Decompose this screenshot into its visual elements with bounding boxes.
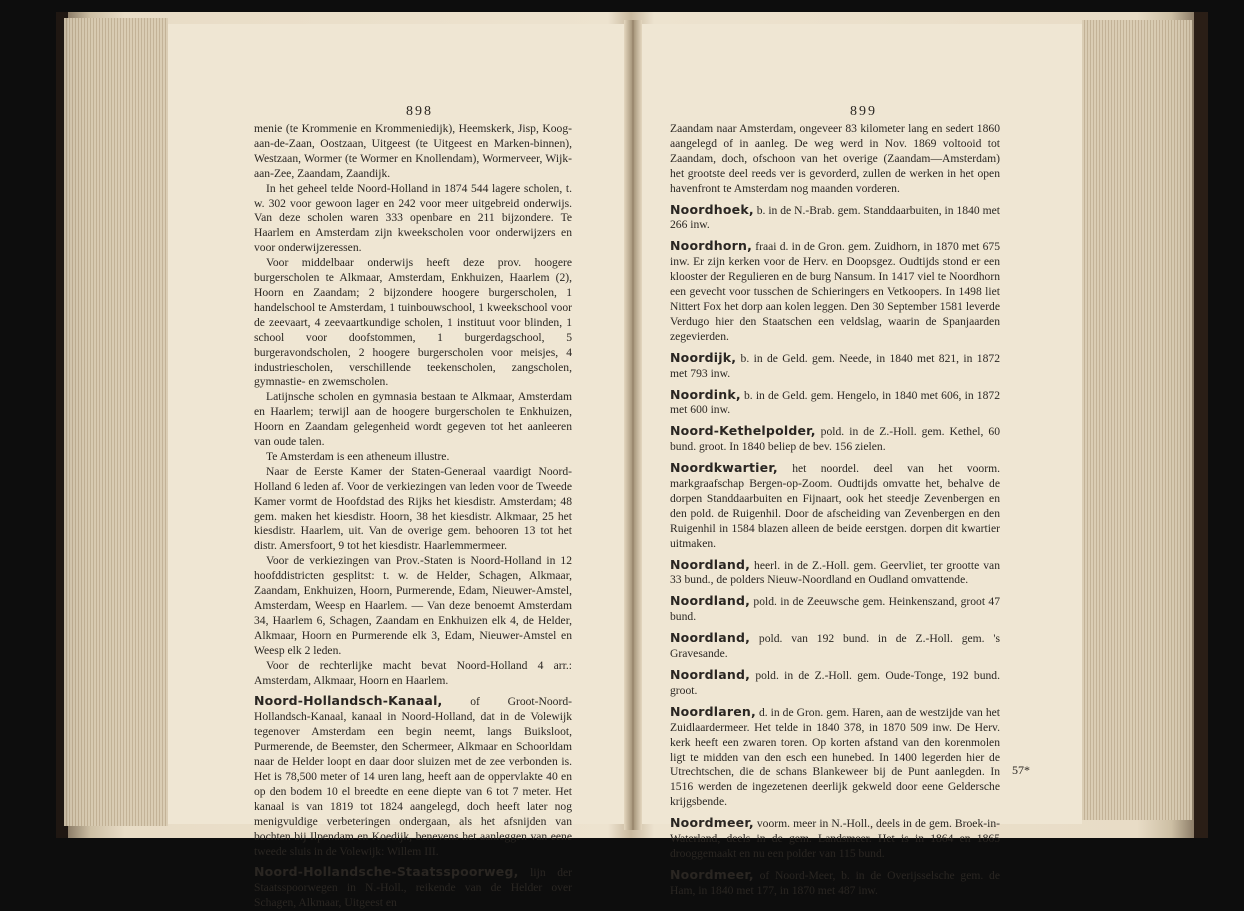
entry-headword: Noordhorn, <box>670 238 753 254</box>
entry-headword: Noordhoek, <box>670 201 754 217</box>
entry-headword: Noordink, <box>670 386 741 402</box>
entry-text: of Noord-Meer, b. in de Overijsselsche gem. de Ham, in 1840 met 177, in 1870 met 487 inw. <box>670 868 1000 897</box>
paragraph: In het geheel telde Noord-Holland in 1874 544 lagere scholen, t. w. 302 voor gewoon lager en 242 voor meer uitgebreid onderwijs. Van deze scholen waren 333 openbare en 211 bijzondere. Te Haarlem en Amsterdam zijn kweekscholen voor onderwijzers en voor onderwijzeressen. <box>254 181 572 255</box>
page-number: 899 <box>850 104 877 119</box>
entry-text: pold. in de Zeeuwsche gem. Heinkenszand, groot 47 bund. <box>670 595 1000 624</box>
paragraph: Te Amsterdam is een atheneum illustre. <box>266 449 450 463</box>
entry-headword: Noordmeer, <box>670 866 754 882</box>
entry-headword: Noord-Kethelpolder, <box>670 423 816 439</box>
entry-text: pold. in de Z.-Holl. gem. Kethel, 60 bund. groot. In 1840 beliep de bev. 156 zielen. <box>670 425 1000 454</box>
entry-headword: Noordland, <box>670 556 751 572</box>
dictionary-entry <box>670 868 1000 899</box>
entry-headword: Noordland, <box>670 593 751 609</box>
book-cover-right <box>1194 12 1208 838</box>
entry-text: het noordel. deel van het voorm. markgraafschap Bergen-op-Zoom. Oudtijds omvatte het, behalve de dorpen Standdaarbuiten en Fijnaart, ook het steedje Zevenbergen en den pold. de Ruigenhil. Door de afscheiding van Zevenbergen en den Ruigenhil in 1584 blazen alleen de beide eerstgen. dorpen dit kwartier uitmaken. <box>670 462 1000 550</box>
entry-headword: Noordmeer, <box>670 815 754 831</box>
dictionary-entry <box>670 594 1000 625</box>
left-page <box>168 24 624 910</box>
entry-text: lijn der Staatsspoorwegen in N.-Holl., reikende van de Helder over Schagen, Alkmaar, Uitgeest en <box>254 866 572 910</box>
entry-text: of Groot-Noord-Hollandsch-Kanaal, kanaal in Noord-Holland, dat in de Volewijk tegenover Amsterdam een begin neemt, langs Buiksloot, Purmerende, de Beemster, den Schermeer, Alkmaar en Schoorldam naar de Helder loopt en daar door sluizen met de zee verbonden is. Het is 78,500 meter of 14 uren lang, heeft aan de oppervlakte 40 en op den bodem 10 el breedte en eene diepte van 6 tot 7 meter. Het kanaal is van 1819 tot 1824 aangelegd, doch heeft later nog menigvuldige verbeteringen ondergaan, als het afsnijden van bochten bij Ilpendam en Koedijk, benevens het aanleggen van eene tweede sluis in de Volewijk: Willem III. <box>254 695 572 858</box>
paragraph: Latijnsche scholen en gymnasia bestaan te Alkmaar, Amsterdam en Haarlem; terwijl aan de hoogere burgerscholen te Enkhuizen, Hoorn en Zaandam gelegenheid wordt gegeven tot het aanleeren van oude talen. <box>254 390 572 449</box>
entry-text: b. in de Geld. gem. Neede, in 1840 met 821, in 1872 met 793 inw. <box>670 351 1000 380</box>
entry-headword: Noordijk, <box>670 349 737 365</box>
entry-text: b. in de N.-Brab. gem. Standdaarbuiten, in 1840 met 266 inw. <box>670 203 1000 232</box>
page-edges-right <box>1082 20 1192 820</box>
dictionary-entry <box>670 461 1000 551</box>
entry-headword: Noordkwartier, <box>670 460 778 476</box>
entry-text: d. in de Gron. gem. Haren, aan de westzijde van het Zuidlaardermeer. Het telde in 1840 378, in 1870 509 inw. De Herv. kerk heeft een zwaren toren. Op korten afstand van den korenmolen ligt te midden van den esch een hunebed. In 1400 legerden hier de Utrechtschen, die de schans Blankeweer bij de Punt aanlegden. In 1516 werden de ingezetenen deerlijk gekweld door eene Geldersche krijgsbende. <box>670 705 1000 809</box>
entry-headword: Noord-Hollandsch-Kanaal, <box>254 693 443 709</box>
page-number: 898 <box>406 104 433 119</box>
entry-text: voorm. meer in N.-Holl., deels in de gem. Broek-in-Waterland, deels in de gem. Landsmeer. Het is in 1864 en 1865 drooggemaakt en nu een polder van 115 bund. <box>670 817 1000 860</box>
dictionary-entry <box>670 351 1000 382</box>
entry-text: pold. in de Z.-Holl. gem. Oude-Tonge, 192 bund. groot. <box>670 669 1000 697</box>
entry-text: pold. van 192 bund. in de Z.-Holl. gem. 's Gravesande. <box>670 632 1000 661</box>
dictionary-entry <box>254 865 572 911</box>
dictionary-entry <box>670 668 1000 699</box>
paragraph: Voor middelbaar onderwijs heeft deze prov. hoogere burgerscholen te Alkmaar, Amsterdam, Enkhuizen, Haarlem (2), Hoorn en Zaandam; 2 bijzondere hoogere burgerscholen, 1 handelschool te Amsterdam, 1 tuinbouwschool, 1 kweekschool voor de zeevaart, 4 zeevaartkundige scholen, 1 instituut voor blinden, 1 school voor doofstommen, 1 burgerdagschool, 5 burgeravondscholen, 2 hoogere burgerscholen voor meisjes, 4 industriescholen, verschillende teekenscholen, zangscholen, gymnastie- en zwemscholen. <box>254 256 572 389</box>
signature-mark: 57* <box>1012 763 1030 777</box>
dictionary-entry <box>670 424 1000 455</box>
dictionary-entry <box>670 705 1000 810</box>
right-page <box>642 24 1082 897</box>
paragraph: Zaandam naar Amsterdam, ongeveer 83 kilometer lang en sedert 1860 aangelegd of in aanleg. De weg werd in Nov. 1869 voltooid tot Zaandam, doch, ofschoon van het overige (Zaandam—Amsterdam) het grootste deel reeds ver is gevorderd, zullen de werken in het open havenfront te Amsterdam nog maanden vorderen. <box>670 122 1000 195</box>
paragraph: Voor de verkiezingen van Prov.-Staten is Noord-Holland in 12 hoofddistricten gesplitst: t. w. de Helder, Schagen, Alkmaar, Zaandam, Enkhuizen, Hoorn, Purmerende, Edam, Nieuwer-Amstel, Amsterdam, Weesp en Haarlem. — Van deze benoemt Amsterdam 34, Haarlem 6, Schagen, Zaandam en Enkhuizen elk 4, de Helder, Alkmaar, Hoorn en Purmerende elk 3, Edam, Nieuwer-Amstel en Weesp elk 2 leden. <box>254 554 572 657</box>
entry-text: fraai d. in de Gron. gem. Zuidhorn, in 1870 met 675 inw. Er zijn kerken voor de Herv. en Doopsgez. Oudtijds stond er een klooster der Regulieren en de burg Nansum. In 1417 viel te Noordhorn een gevecht voor tusschen de Schieringers en Vetkoopers. In 1498 liet Nittert Fox het dorp aan kolen leggen. Den 30 September 1581 leverde Verdugo hier den Staatschen een veldslag, waarin de Spanjaarden zegevierden. <box>670 240 1000 343</box>
entry-headword: Noordland, <box>670 630 751 646</box>
dictionary-entry <box>670 631 1000 662</box>
dictionary-entry <box>670 816 1000 862</box>
dictionary-entry <box>670 203 1000 234</box>
paragraph: Voor de rechterlijke macht bevat Noord-Holland 4 arr.: Amsterdam, Alkmaar, Hoorn en Haarlem. <box>254 658 572 687</box>
paragraph: menie (te Krommenie en Krommeniedijk), Heemskerk, Jisp, Koog-aan-de-Zaan, Oostzaan, Uitgeest (te Uitgeest en Marken-binnen), Westzaan, Wormer (te Wormer en Knollendam), Wormerveer, Wijk-aan-Zee, Zaandam, Zaandijk. <box>254 122 572 180</box>
page-text <box>670 122 1000 899</box>
entry-text: heerl. in de Z.-Holl. gem. Geervliet, ter grootte van 33 bund., de polders Nieuw-Noordland en Oudland omvattende. <box>670 558 1000 587</box>
paragraph: Naar de Eerste Kamer der Staten-Generaal vaardigt Noord-Holland 6 leden af. Voor de verkiezingen van leden voor de Tweede Kamer vormt de Hoofdstad des Rijks het kiesdistr. Amsterdam; 48 gem. maken het kiesdistr. Hoorn, 38 het kiesdistr. Alkmaar, 25 het kiesdistr. Haarlem, uit. Van de overige gem. behooren 13 tot het distr. Amersfoort, 9 tot het kiesdistr. Haarlemmermeer. <box>254 464 572 553</box>
dictionary-entry <box>670 558 1000 589</box>
entry-headword: Noordlaren, <box>670 703 756 719</box>
page-text <box>254 122 572 911</box>
dictionary-entry <box>670 388 1000 419</box>
page-edges-left <box>64 18 168 826</box>
book-gutter <box>624 20 642 830</box>
entry-headword: Noordland, <box>670 667 751 682</box>
entry-text: b. in de Geld. gem. Hengelo, in 1840 met 606, in 1872 met 600 inw. <box>670 388 1000 417</box>
entry-headword: Noord-Hollandsche-Staatsspoorweg, <box>254 864 519 880</box>
dictionary-entry <box>670 239 1000 344</box>
dictionary-entry <box>254 694 572 859</box>
